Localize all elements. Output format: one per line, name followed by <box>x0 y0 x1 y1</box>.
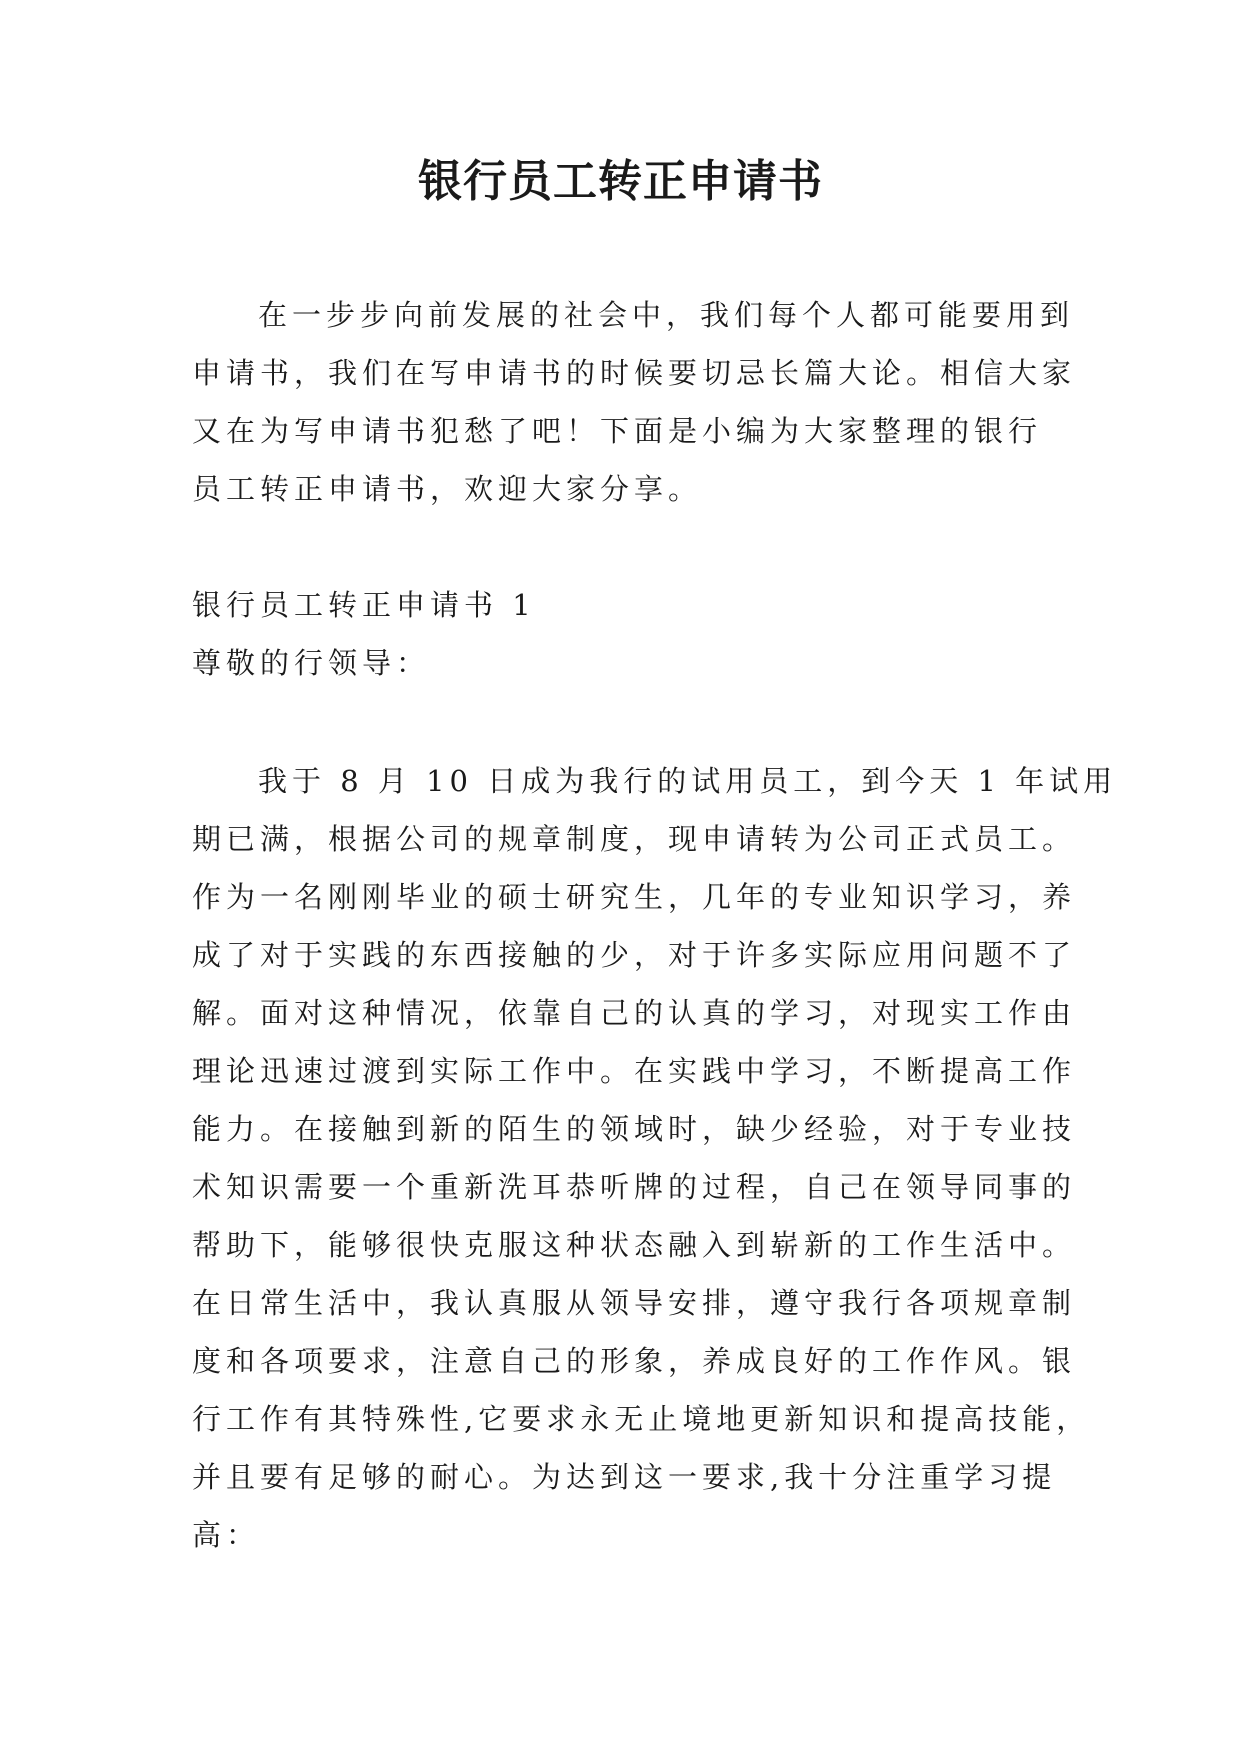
intro-paragraph <box>192 286 1077 518</box>
body-line: 我于 8 月 10 日成为我行的试用员工，到今天 1 年试用 <box>258 764 1118 798</box>
body-line: 能力。在接触到新的陌生的领域时，缺少经验，对于专业技 <box>192 1112 1077 1146</box>
intro-line: 申请书，我们在写申请书的时候要切忌长篇大论。相信大家 <box>192 356 1077 390</box>
section-heading: 银行员工转正申请书 1 <box>192 588 536 622</box>
body-line: 帮助下，能够很快克服这种状态融入到崭新的工作生活中。 <box>192 1228 1077 1262</box>
body-line: 理论迅速过渡到实际工作中。在实践中学习，不断提高工作 <box>192 1054 1077 1088</box>
body-line: 度和各项要求，注意自己的形象，养成良好的工作作风。银 <box>192 1344 1077 1378</box>
intro-line: 在一步步向前发展的社会中，我们每个人都可能要用到 <box>258 298 1075 332</box>
body-line: 期已满，根据公司的规章制度，现申请转为公司正式员工。 <box>192 822 1077 856</box>
letter-header <box>192 576 1052 692</box>
intro-line: 又在为写申请书犯愁了吧！下面是小编为大家整理的银行 <box>192 414 1043 448</box>
body-line: 解。面对这种情况，依靠自己的认真的学习，对现实工作由 <box>192 996 1077 1030</box>
letter-body-paragraph <box>192 752 1118 1564</box>
body-line: 高： <box>192 1518 261 1552</box>
body-line: 行工作有其特殊性,它要求永无止境地更新知识和提高技能， <box>192 1402 1091 1436</box>
body-line: 并且要有足够的耐心。为达到这一要求,我十分注重学习提 <box>192 1460 1057 1494</box>
body-line: 在日常生活中，我认真服从领导安排，遵守我行各项规章制 <box>192 1286 1077 1320</box>
salutation: 尊敬的行领导： <box>192 646 431 680</box>
intro-line: 员工转正申请书，欢迎大家分享。 <box>192 472 703 506</box>
document-title: 银行员工转正申请书 <box>418 156 823 207</box>
body-line: 成了对于实践的东西接触的少，对于许多实际应用问题不了 <box>192 938 1077 972</box>
body-line: 术知识需要一个重新洗耳恭听牌的过程，自己在领导同事的 <box>192 1170 1077 1204</box>
body-line: 作为一名刚刚毕业的硕士研究生，几年的专业知识学习，养 <box>192 880 1077 914</box>
